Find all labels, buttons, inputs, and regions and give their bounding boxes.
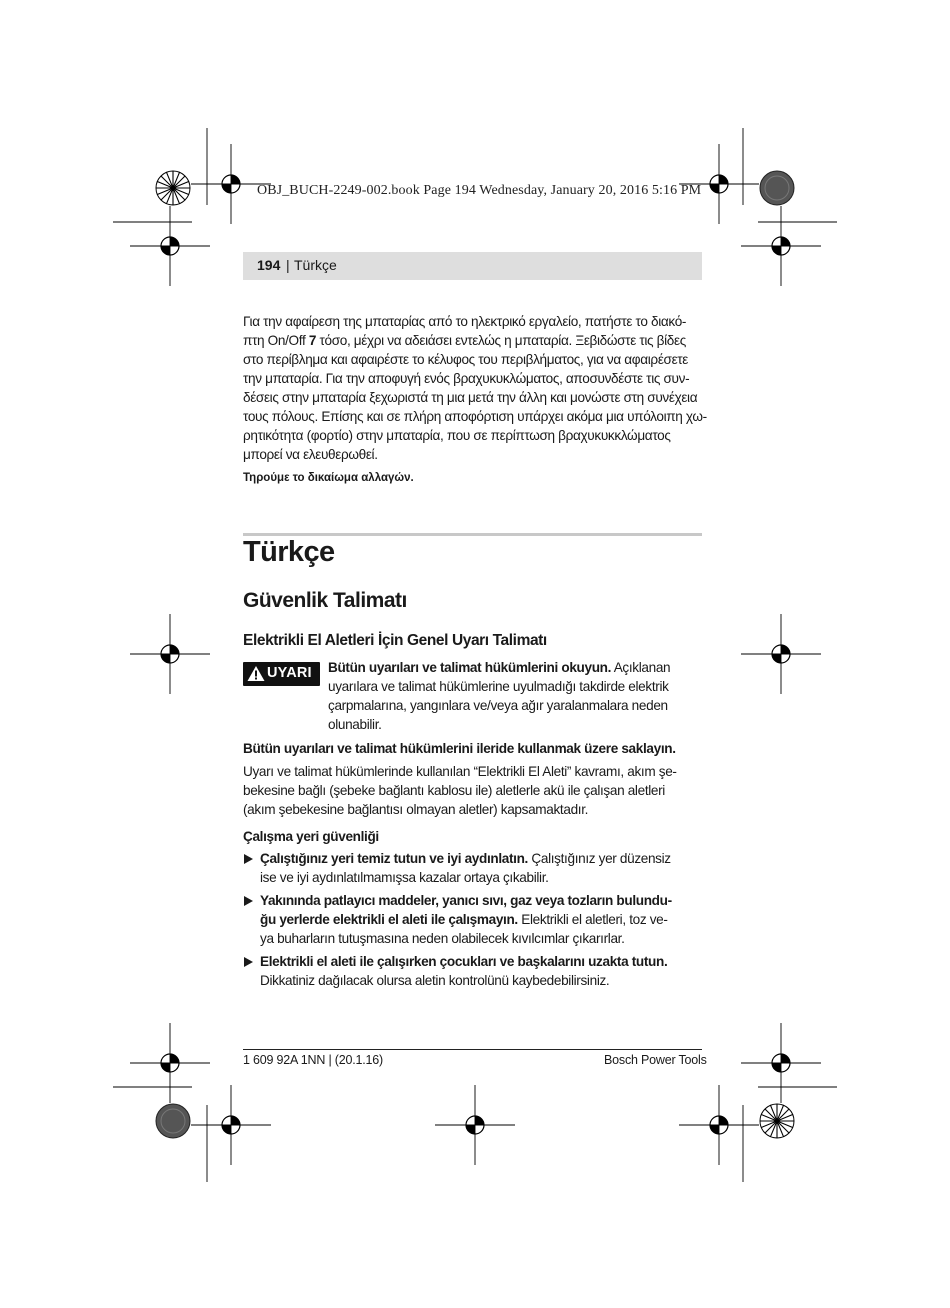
- definition-paragraph: [243, 762, 708, 819]
- bullet-text: ya buharların tutuşmasına neden olabilecek kıvılcımlar çıkarırlar.: [260, 931, 625, 946]
- bullet-line: [260, 971, 708, 990]
- bullet-text: Elektrikli el aletleri, toz ve-: [517, 912, 668, 927]
- warning-line: olunabilir.: [328, 717, 382, 732]
- bullet-list: [243, 849, 708, 990]
- definition-line: Uyarı ve talimat hükümlerinde kullanılan “Elektrikli El Aleti” kavramı, akım şe-: [243, 764, 677, 779]
- warning-triangle-icon: [247, 665, 265, 682]
- warning-line: Açıklanan: [611, 660, 671, 675]
- greek-line: Για την αφαίρεση της μπαταρίας από το ηλεκτρικό εργαλείο, πατήστε το διακό-: [243, 314, 687, 329]
- bullet-item: [243, 849, 708, 887]
- running-header: [243, 252, 702, 280]
- bullet-text: Çalıştığınız yer düzensiz: [527, 851, 671, 866]
- greek-paragraph: [243, 312, 705, 464]
- greek-line: τους πόλους. Επίσης και σε πλήρη αποφόρτιση υπάρχει ακόμα μια υπόλοιπη χω-: [243, 409, 707, 424]
- header-language: Türkçe: [294, 257, 337, 273]
- print-slug: OBJ_BUCH-2249-002.book Page 194 Wednesday, January 20, 2016 5:16 PM: [257, 183, 702, 198]
- triangle-bullet-icon: [244, 957, 253, 967]
- bullet-text: ise ve iyi aydınlatılmamışsa kazalar ortaya çıkabilir.: [260, 870, 549, 885]
- bullet-item: [243, 952, 708, 990]
- bullet-bold-text: Elektrikli el aleti ile çalışırken çocukları ve başkalarını uzakta tutun.: [260, 954, 668, 969]
- greek-note: Τηρούμε το δικαίωμα αλλαγών.: [243, 472, 414, 484]
- greek-line-part: τόσο, μέχρι να αδειάσει εντελώς η μπαταρία. Ξεβιδώστε τις βίδες: [316, 333, 686, 348]
- bullet-line: [260, 891, 708, 910]
- triangle-bullet-icon: [244, 896, 253, 906]
- footer-rule: [243, 1049, 702, 1050]
- warning-badge-label: UYARI: [267, 665, 312, 681]
- subsection-title: Güvenlik Talimatı: [243, 589, 407, 612]
- bullet-line: [260, 929, 708, 948]
- greek-line: ρητικότητα (φορτίο) στην μπαταρία, που σε περίπτωση βραχυκυκκλώματος: [243, 428, 671, 443]
- page-number: 194: [257, 257, 281, 273]
- switch-ref-number: 7: [308, 333, 317, 348]
- bullet-line: [260, 952, 708, 971]
- bullet-text: Dikkatiniz dağılacak olursa aletin kontrolünü kaybedebilirsiniz.: [260, 973, 610, 988]
- section-title: Türkçe: [243, 536, 335, 568]
- greek-line: στο περίβλημα και αφαιρέστε το κέλυφος του περιβλήματος, για να αφαιρέσετε: [243, 352, 689, 367]
- greek-line: μπορεί να ελευθερωθεί.: [243, 447, 378, 462]
- warning-badge: [243, 662, 320, 686]
- footer-brand: Bosch Power Tools: [604, 1053, 707, 1067]
- bullet-bold-text: ğu yerlerde elektrikli el aleti ile çalışmayın.: [260, 912, 518, 927]
- bullet-line: [260, 849, 708, 868]
- greek-line: [243, 331, 705, 350]
- keep-instruction: Bütün uyarıları ve talimat hükümlerini ileride kullanmak üzere saklayın.: [243, 741, 676, 756]
- warning-line: uyarılara ve talimat hükümlerine uyulmadığı takdirde elektrik: [328, 679, 669, 694]
- bullet-line: [260, 868, 708, 887]
- bullet-item: [243, 891, 708, 948]
- warning-bold-lead: Bütün uyarıları ve talimat hükümlerini okuyun.: [328, 660, 612, 675]
- greek-line: την μπαταρία. Για την αποφυγή ενός βραχυκυκλώματος, αποσυνδέστε τις συν-: [243, 371, 690, 386]
- bullet-bold-text: Çalıştığınız yeri temiz tutun ve iyi aydınlatın.: [260, 851, 528, 866]
- definition-line: (akım şebekesine bağlantısı olmayan aletler) kapsamaktadır.: [243, 802, 589, 817]
- bullet-bold-text: Yakınında patlayıcı maddeler, yanıcı sıvı, gaz veya tozların bulundu-: [260, 893, 672, 908]
- warning-line: çarpmalarına, yangınlara ve/veya ağır yaralanmalara neden: [328, 698, 668, 713]
- greek-line-part: πτη On/Off: [243, 333, 309, 348]
- triangle-bullet-icon: [244, 854, 253, 864]
- greek-line: δέσεις στην μπαταρία ξεχωριστά τη μια μετά την άλλη και μονώστε στη συνέχεια: [243, 390, 698, 405]
- bullet-line: [260, 910, 708, 929]
- warning-text: [328, 658, 708, 734]
- header-separator: |: [286, 257, 290, 273]
- workplace-heading: Çalışma yeri güvenliği: [243, 829, 379, 844]
- footer-doc-code: 1 609 92A 1NN | (20.1.16): [243, 1053, 384, 1067]
- definition-line: bekesine bağlı (şebeke bağlantı kablosu ile) aletlerle akü ile çalışan aletleri: [243, 783, 665, 798]
- subsubsection-title: Elektrikli El Aletleri İçin Genel Uyarı Talimatı: [243, 632, 547, 649]
